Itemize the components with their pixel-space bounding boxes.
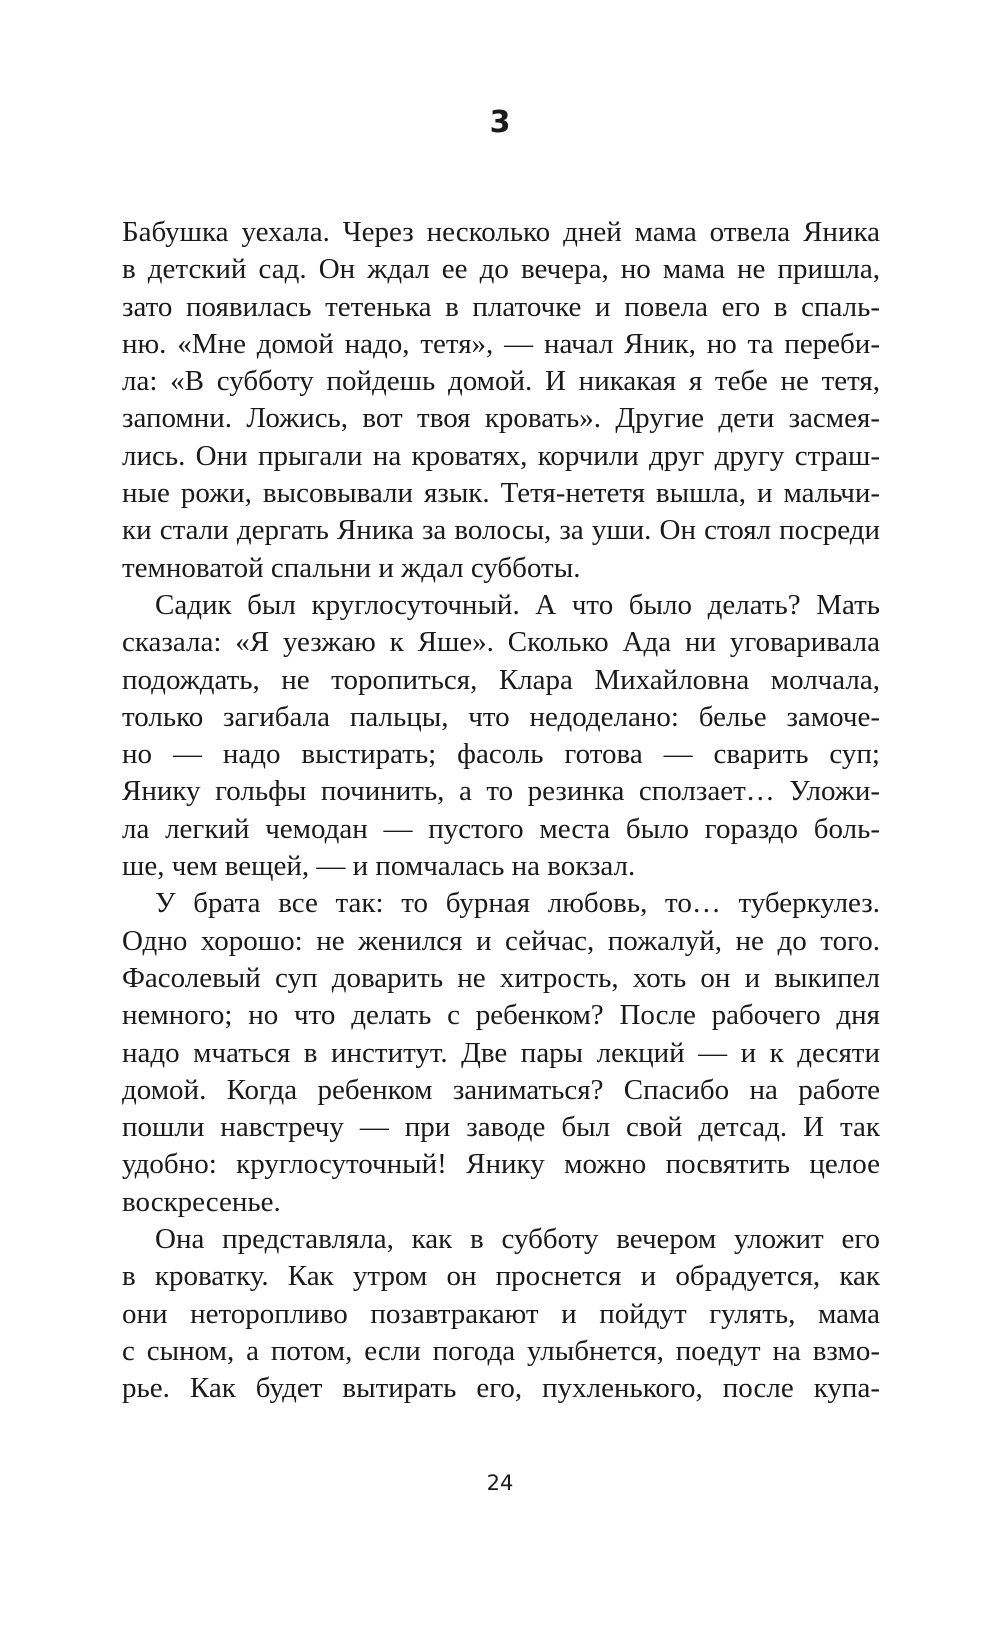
text-line: домой. Когда ребенком заниматься? Спасибо на работе [122,1073,880,1106]
text-line: ки стали дергать Яника за волосы, за уши. Он стоял посреди [122,514,880,547]
chapter-number: 3 [489,105,511,140]
text-line: У брата все так: то бурная любовь, то… туберкулез. [155,887,880,920]
text-line: подождать, не торопиться, Клара Михайловна молчала, [122,663,880,696]
text-line: лись. Они прыгали на кроватях, корчили друг другу страш- [122,439,880,472]
text-line: Она представляла, как в субботу вечером уложит его [155,1223,880,1256]
text-line: в кроватку. Как утром он проснется и обрадуется, как [122,1260,880,1293]
page-number: 24 [486,1471,514,1495]
text-line: надо мчаться в институт. Две пары лекций — и к десяти [122,1036,880,1069]
text-line: воскресенье. [122,1185,281,1218]
text-line: Янику гольфы починить, а то резинка сползает… Уложи- [122,775,880,808]
text-line: сказала: «Я уезжаю к Яше». Сколько Ада ни уговаривала [122,626,880,659]
text-line: темноватой спальни и ждал субботы. [122,551,581,584]
text-line: ла: «В субботу пойдешь домой. И никакая я тебе не тетя, [122,365,880,398]
text-line: запомни. Ложись, вот твоя кровать». Другие дети засмея- [122,402,880,435]
text-line: но — надо выстирать; фасоль готова — сварить суп; [122,738,880,771]
text-line: удобно: круглосуточный! Янику можно посвятить целое [122,1148,880,1181]
text-line: зато появилась тетенька в платочке и повела его в спаль- [122,290,880,323]
text-line: они неторопливо позавтракают и пойдут гулять, мама [122,1297,880,1330]
text-line: Одно хорошо: не женился и сейчас, пожалуй, не до того. [122,924,880,957]
text-line: в детский сад. Он ждал ее до вечера, но мама не пришла, [122,253,880,286]
text-line: ла легкий чемодан — пустого места было гораздо боль- [122,812,880,845]
text-line: Фасолевый суп доварить не хитрость, хоть он и выкипел [122,961,880,994]
text-body [122,214,880,1408]
text-line: с сыном, а потом, если погода улыбнется, поедут на взмо- [122,1334,880,1367]
text-line: Садик был круглосуточный. А что было делать? Мать [155,588,880,621]
text-line: ше, чем вещей, — и помчалась на вокзал. [122,850,636,883]
text-line: немного; но что делать с ребенком? После рабочего дня [122,999,880,1032]
text-line: рье. Как будет вытирать его, пухленького, после купа- [122,1372,880,1405]
text-line: ные рожи, высовывали язык. Тетя-нететя вышла, и мальчи- [122,477,880,510]
text-line: ню. «Мне домой надо, тетя», — начал Яник, но та переби- [122,327,880,360]
text-line: пошли навстречу — при заводе был свой детсад. И так [122,1111,880,1144]
text-line: только загибала пальцы, что недоделано: белье замоче- [122,700,880,733]
text-line: Бабушка уехала. Через несколько дней мама отвела Яника [122,216,880,248]
